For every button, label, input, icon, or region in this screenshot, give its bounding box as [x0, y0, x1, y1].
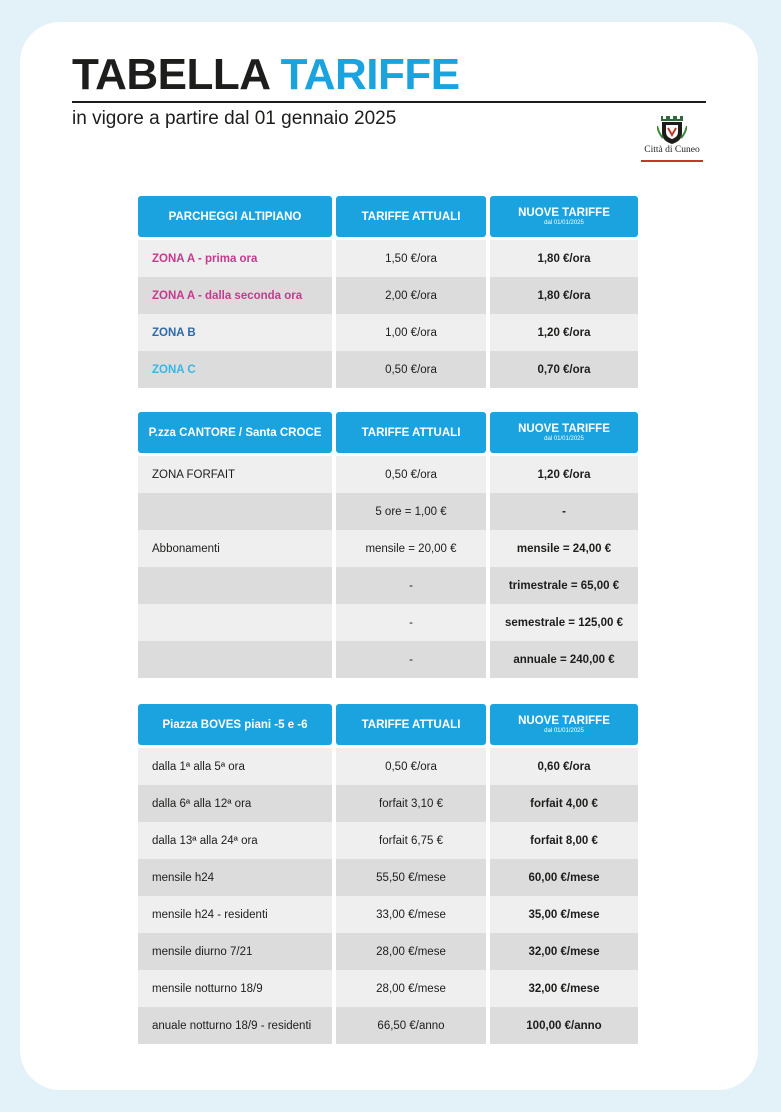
new-rate: trimestrale = 65,00 € — [490, 567, 638, 604]
new-rate: forfait 8,00 € — [490, 822, 638, 859]
rate-label: anuale notturno 18/9 - residenti — [138, 1007, 332, 1044]
current-rate: mensile = 20,00 € — [336, 530, 486, 567]
table-header — [138, 196, 638, 237]
header-new-rates-label: NUOVE TARIFFE — [518, 715, 610, 727]
current-rate: - — [336, 604, 486, 641]
new-rate: 35,00 €/mese — [490, 896, 638, 933]
table-header — [138, 412, 638, 453]
header-current-rates: TARIFFE ATTUALI — [336, 196, 486, 237]
current-rate: forfait 3,10 € — [336, 785, 486, 822]
title-part-2: TARIFFE — [280, 50, 460, 99]
table-row — [138, 641, 638, 678]
table-row — [138, 277, 638, 314]
table-row — [138, 970, 638, 1007]
table-row — [138, 240, 638, 277]
current-rate: 0,50 €/ora — [336, 456, 486, 493]
new-rate: 0,70 €/ora — [490, 351, 638, 388]
new-rate: 1,20 €/ora — [490, 314, 638, 351]
table-row — [138, 530, 638, 567]
new-rate: 60,00 €/mese — [490, 859, 638, 896]
table-row — [138, 567, 638, 604]
current-rate: - — [336, 567, 486, 604]
current-rate: 0,50 €/ora — [336, 748, 486, 785]
table-row — [138, 822, 638, 859]
table-row — [138, 493, 638, 530]
table-row — [138, 351, 638, 388]
current-rate: - — [336, 641, 486, 678]
rate-label — [138, 604, 332, 641]
header-new-rates-date: dal 01/01/2025 — [544, 220, 584, 226]
new-rate: 32,00 €/mese — [490, 970, 638, 1007]
header-current-rates: TARIFFE ATTUALI — [336, 704, 486, 745]
new-rate: 0,60 €/ora — [490, 748, 638, 785]
title-underline — [72, 101, 706, 103]
current-rate: 28,00 €/mese — [336, 970, 486, 1007]
current-rate: 0,50 €/ora — [336, 351, 486, 388]
header-current-rates: TARIFFE ATTUALI — [336, 412, 486, 453]
current-rate: forfait 6,75 € — [336, 822, 486, 859]
table-row — [138, 933, 638, 970]
table-row — [138, 896, 638, 933]
new-rate: 100,00 €/anno — [490, 1007, 638, 1044]
new-rate: annuale = 240,00 € — [490, 641, 638, 678]
title-part-1: TABELLA — [72, 50, 269, 99]
new-rate: forfait 4,00 € — [490, 785, 638, 822]
city-logo — [639, 114, 705, 164]
table-parcheggi-altipiano — [138, 196, 638, 388]
current-rate: 55,50 €/mese — [336, 859, 486, 896]
table-header — [138, 704, 638, 745]
rate-label — [138, 567, 332, 604]
rate-label: Abbonamenti — [138, 530, 332, 567]
table-row — [138, 314, 638, 351]
new-rate: 1,80 €/ora — [490, 277, 638, 314]
city-crest-icon — [657, 116, 687, 144]
header-location: PARCHEGGI ALTIPIANO — [138, 196, 332, 237]
new-rate: - — [490, 493, 638, 530]
table-row — [138, 456, 638, 493]
table-cantore-santa-croce — [138, 412, 638, 678]
header-new-rates — [490, 704, 638, 745]
table-row — [138, 748, 638, 785]
table-piazza-boves — [138, 704, 638, 1044]
rate-label: dalla 13ª alla 24ª ora — [138, 822, 332, 859]
rate-label: dalla 1ª alla 5ª ora — [138, 748, 332, 785]
new-rate: 1,20 €/ora — [490, 456, 638, 493]
page-subtitle: in vigore a partire dal 01 gennaio 2025 — [72, 108, 397, 129]
current-rate: 5 ore = 1,00 € — [336, 493, 486, 530]
header-new-rates-date: dal 01/01/2025 — [544, 728, 584, 734]
rate-label: mensile notturno 18/9 — [138, 970, 332, 1007]
current-rate: 2,00 €/ora — [336, 277, 486, 314]
current-rate: 28,00 €/mese — [336, 933, 486, 970]
header-new-rates-label: NUOVE TARIFFE — [518, 207, 610, 219]
zone-label: ZONA C — [138, 351, 332, 388]
logo-underline — [641, 160, 703, 162]
current-rate: 33,00 €/mese — [336, 896, 486, 933]
header-new-rates-date: dal 01/01/2025 — [544, 436, 584, 442]
header-location: P.zza CANTORE / Santa CROCE — [138, 412, 332, 453]
new-rate: 1,80 €/ora — [490, 240, 638, 277]
new-rate: mensile = 24,00 € — [490, 530, 638, 567]
city-name: Città di Cuneo — [644, 145, 700, 155]
current-rate: 66,50 €/anno — [336, 1007, 486, 1044]
rate-label — [138, 641, 332, 678]
table-row — [138, 1007, 638, 1044]
header-new-rates — [490, 196, 638, 237]
table-row — [138, 859, 638, 896]
rate-label: ZONA FORFAIT — [138, 456, 332, 493]
header-new-rates — [490, 412, 638, 453]
header-new-rates-label: NUOVE TARIFFE — [518, 423, 610, 435]
rate-label: dalla 6ª alla 12ª ora — [138, 785, 332, 822]
rate-label: mensile h24 - residenti — [138, 896, 332, 933]
table-row — [138, 604, 638, 641]
rate-label — [138, 493, 332, 530]
zone-label: ZONA A - prima ora — [138, 240, 332, 277]
rate-label: mensile h24 — [138, 859, 332, 896]
current-rate: 1,00 €/ora — [336, 314, 486, 351]
new-rate: 32,00 €/mese — [490, 933, 638, 970]
zone-label: ZONA B — [138, 314, 332, 351]
page-title — [72, 50, 460, 100]
new-rate: semestrale = 125,00 € — [490, 604, 638, 641]
header-location: Piazza BOVES piani -5 e -6 — [138, 704, 332, 745]
current-rate: 1,50 €/ora — [336, 240, 486, 277]
table-row — [138, 785, 638, 822]
zone-label: ZONA A - dalla seconda ora — [138, 277, 332, 314]
rate-label: mensile diurno 7/21 — [138, 933, 332, 970]
